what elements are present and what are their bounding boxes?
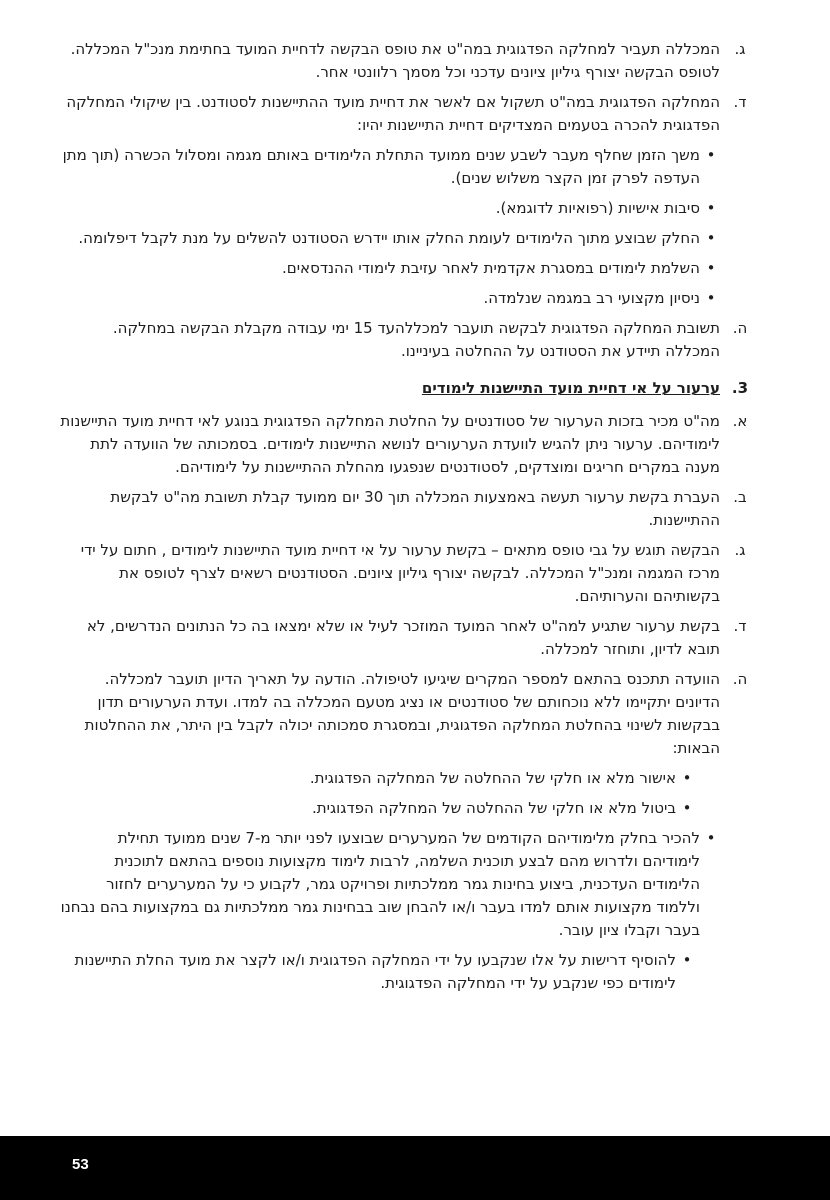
bullet-text: השלמת לימודים במסגרת אקדמית לאחר עזיבת לימודי ההנדסאים.: [281, 259, 700, 277]
bullet-text: להכיר בחלק מלימודיהם הקודמים של המערערים שבוצעו לפני יותר מ-7 שנים ממועד תחילת לימודיהם ולדרוש מהם לבצע תוכנית השלמה, לרבות לימוד מקצועות נוספים בהתאם לתוכנית הלימודים העדכנית, ביצוע בחינות גמר ממלכתיות ופרויקט גמר, לקבוע כי על המערערים לחזור וללמוד מקצועות אותם למדו בעבר ו/או להבחן שוב בבחינות גמר ממלכתיות גם במקצועות בהם נבחנו בעבר וקבלו ציון עובר.: [60, 829, 700, 939]
bullet-text: החלק שבוצע מתוך הלימודים לעומת החלק אותו יידרש הסטודנט להשלים על מנת לקבל דיפלומה.: [78, 229, 700, 247]
bullet-dot-icon: •: [706, 229, 716, 247]
page-number: 53: [72, 1156, 89, 1173]
bullet-text: להוסיף דרישות על אלו שנקבעו על ידי המחלקה הפדגוגית ו/או לקצר את מועד החלת התיישנות לימודים כפי שנקבע על ידי המחלקה הפדגוגית.: [74, 951, 676, 992]
bullet-item: [60, 949, 692, 995]
bullet-text: ביטול מלא או חלקי של ההחלטה של המחלקה הפדגוגית.: [312, 799, 676, 817]
bullet-text: אישור מלא או חלקי של ההחלטה של המחלקה הפדגוגית.: [309, 769, 676, 787]
bullet-item: [60, 797, 692, 820]
clause-text: המכללה תעביר למחלקה הפדגוגית במה"ט את טופס הבקשה לדחיית המועד בחתימת מנכ"ל המכללה. לטופס הבקשה יצורף גיליון ציונים עדכני וכל מסמך רלוונטי אחר.: [70, 40, 720, 81]
bullet-item: [60, 227, 716, 250]
bullet-item: [60, 827, 716, 942]
bullet-item: [60, 144, 716, 190]
appeal-clause-b: [60, 486, 747, 532]
bullet-item: [60, 257, 716, 280]
clause-text: בקשת ערעור שתגיע למה"ט לאחר המועד המוזכר לעיל או שלא ימצאו בה כל הנתונים הנדרשים, לא תובא לדיון, ותוחזר למכללה.: [86, 617, 720, 658]
bullet-dot-icon: •: [706, 829, 716, 847]
section-number: 3.: [731, 379, 749, 397]
clause-text: מה"ט מכיר בזכות הערעור של סטודנטים על החלטת המחלקה הפדגוגית בנוגע לאי דחיית מועד התיישנות לימודיהם. ערעור ניתן להגיש לוועדת הערעורים לנושא התיישנות לימודים. בסמכותה של הוועדה לתת מענה במקרים חריגים ומוצדקים, לסטודנטים שנפגעו מהחלת ההתיישנות על לימודיהם.: [60, 412, 720, 476]
clause-g: [60, 38, 746, 84]
page-content: [60, 38, 749, 1002]
clause-d: [60, 91, 747, 137]
section-title: ערעור על אי דחיית מועד התיישנות לימודים: [421, 379, 720, 397]
clause-text: הבקשה תוגש על גבי טופס מתאים – בקשת ערעור על אי דחיית מועד התיישנות לימודים , חתום על ידי מרכז המגמה ומנכ"ל המכללה. לבקשה יצורף גיליון ציונים. הסטודנטים רשאים לצרף לטופס את בקשותיהם והערותיהם.: [80, 541, 720, 605]
bullet-dot-icon: •: [682, 769, 692, 787]
bullet-text: ניסיון מקצועי רב במגמה שנלמדה.: [483, 289, 700, 307]
page-footer: [0, 1136, 830, 1200]
clause-marker: ג.: [734, 40, 746, 58]
clause-text: המחלקה הפדגוגית במה"ט תשקול אם לאשר את דחיית מועד ההתיישנות לסטודנט. בין שיקולי המחלקה הפדגוגית להכרה בטעמים המצדיקים דחיית התיישנות יהיו:: [66, 93, 720, 134]
appeal-clause-a: [60, 410, 748, 479]
clause-text: העברת בקשת ערעור תעשה באמצעות המכללה תוך 30 יום ממועד קבלת תשובת מה"ט לבקשת ההתיישנות.: [110, 488, 720, 529]
bullet-text: סיבות אישיות (רפואיות לדוגמא).: [495, 199, 700, 217]
bullet-item: [60, 767, 692, 790]
clause-marker: א.: [732, 412, 748, 430]
bullet-dot-icon: •: [706, 259, 716, 277]
bullet-text: משך הזמן שחלף מעבר לשבע שנים ממועד התחלת הלימודים באותם מגמה ומסלול הכשרה (תוך מתן העדפה לפרק זמן הקצר משלוש שנים).: [62, 146, 700, 187]
bullet-dot-icon: •: [682, 799, 692, 817]
clause-marker: ה.: [732, 319, 748, 337]
bullet-item: [60, 197, 716, 220]
appeal-clause-g: [60, 539, 746, 608]
bullet-dot-icon: •: [682, 951, 692, 969]
clause-marker: ב.: [733, 488, 747, 506]
bullet-dot-icon: •: [706, 199, 716, 217]
section-heading: [60, 377, 749, 400]
appeal-clause-d: [60, 615, 747, 661]
clause-marker: ד.: [733, 617, 747, 635]
clause-text: תשובת המחלקה הפדגוגית לבקשה תועבר למכללהעד 15 ימי עבודה מקבלת הבקשה במחלקה. המכללה תיידע את הסטודנט על ההחלטה בעיניינו.: [112, 319, 720, 360]
clause-marker: ד.: [733, 93, 747, 111]
appeal-clause-he: [60, 668, 748, 760]
clause-marker: ג.: [734, 541, 746, 559]
bullet-dot-icon: •: [706, 146, 716, 164]
clause-text: הוועדה תתכנס בהתאם למספר המקרים שיגיעו לטיפולה. הודעה על תאריך הדיון תועבר למכללה. הדיונים יתקיימו ללא נוכחותם של סטודנטים או נציג מטעם המכללה בה למדו. ועדת הערעורים תדון בבקשות לשינוי בהחלטת המחלקה הפדגוגית, ובמסגרת סמכותה יכולה לקבל בין היתר, את ההחלטות הבאות:: [84, 670, 720, 757]
bullet-item: [60, 287, 716, 310]
bullet-dot-icon: •: [706, 289, 716, 307]
clause-marker: ה.: [732, 670, 748, 688]
clause-he: [60, 317, 748, 363]
